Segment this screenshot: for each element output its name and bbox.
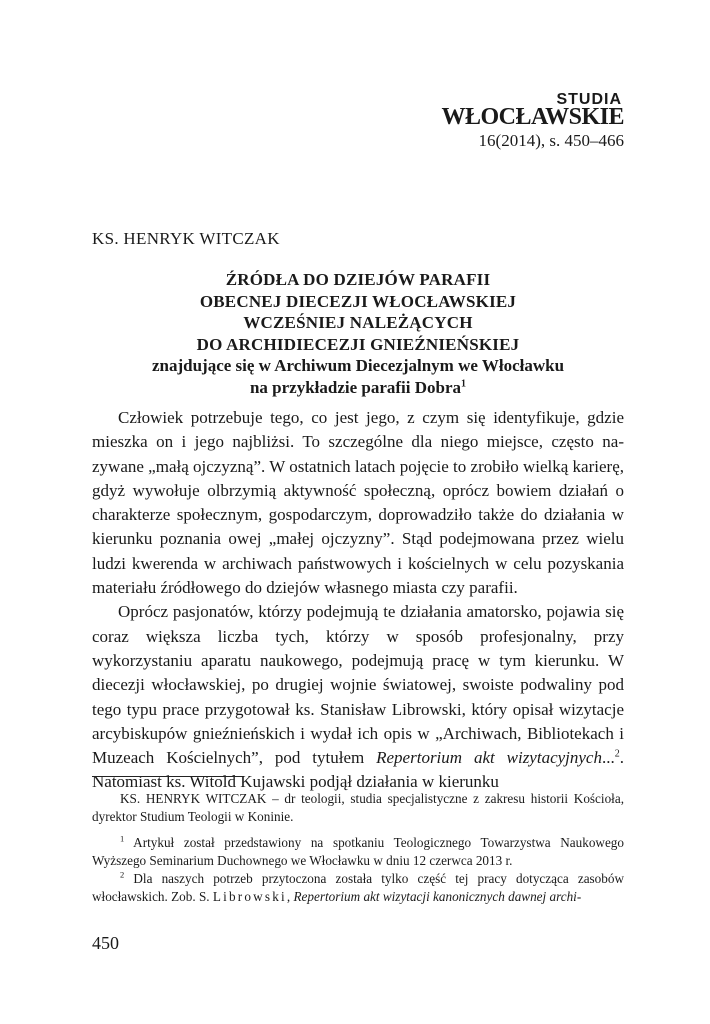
title-line-1: ŹRÓDŁA DO DZIEJÓW PARAFII xyxy=(225,270,491,289)
author-note: KS. HENRYK WITCZAK – dr teologii, studia specjalistyczne z zakresu historii Kościoła, dyrektor Studium Teologii w Koninie. xyxy=(92,791,624,825)
subtitle-line-2-text: na przykładzie parafii Dobra xyxy=(249,377,462,397)
body-text xyxy=(92,406,624,795)
article-title xyxy=(92,269,624,399)
footnote-2 xyxy=(92,870,624,907)
paragraph-1: Człowiek potrzebuje tego, co jest jego, z czym się identyfikuje, gdzie mieszka on i jego najbliżsi. To szczególne dla niego miejsce, często nazywane „małą ojczyzną”. W ostatnich latach pojęcie to zrobiło wielką karierę, gdyż wywołuje olbrzymią aktywność społeczną, oprócz bowiem działań o charakterze społecznym, gospodarczym, doprowadziło także do działania w kierunku poznania owej „małej ojczyzny”. Stąd podejmowana przez wielu ludzi kwerenda w archiwach państwowych i kościelnych w celu pozyskania materiału źródłowego do dziejów własnego miasta czy parafii. xyxy=(92,408,624,598)
article-author: KS. HENRYK WITCZAK xyxy=(92,229,280,248)
journal-logo-top: STUDIA xyxy=(556,91,622,108)
title-line-3: WCZEŚNIEJ NALEŻĄCYCH xyxy=(243,313,473,333)
footnote-2-author: Librowski xyxy=(212,889,287,905)
paragraph-2 xyxy=(92,600,624,794)
subtitle-line-1: znajdujące się w Archiwum Diecezjalnym we Włocławku xyxy=(151,356,565,376)
issue-reference: 16(2014), s. 450–466 xyxy=(478,131,624,150)
footnote-1-mark: 1 xyxy=(120,833,125,844)
footnote-2-separator: , xyxy=(286,889,294,905)
subtitle-line-2 xyxy=(92,377,624,399)
footnote-ref-1[interactable]: 1 xyxy=(461,378,467,390)
paragraph-2-start: Oprócz pasjonatów, którzy podejmują te działania amatorsko, pojawia się coraz większa liczba tych, którzy w sposób profesjonalny, przy wykorzystaniu aparatu naukowego, podejmują pracę w tym kierunku. W diecezji włocławskiej, po drugiej wojnie światowej, swoiste podwaliny pod tego typu prace przygotował ks. Stanisław Librowski, który opisał wizytacje arcybiskupów gnieźnieńskich i wydał ich opis w „Archiwach, Bibliotekach i Muzeach Kościelnych”, pod tytułem xyxy=(92,602,624,768)
footnote-separator xyxy=(92,776,244,777)
journal-logo xyxy=(441,92,624,129)
ellipsis: ... xyxy=(601,748,615,768)
footnote-2-mark: 2 xyxy=(120,869,125,880)
footnote-1-text: Artykuł został przedstawiony na spotkaniu Teologicznego Towarzystwa Naukowego Wyższego Seminarium Duchownego we Włocławku w dniu 12 czerwca 2013 r. xyxy=(92,834,624,868)
footnotes xyxy=(92,790,624,907)
title-line-2: OBECNEJ DIECEZJI WŁOCŁAWSKIEJ xyxy=(199,291,517,311)
footnote-2-text: Dla naszych potrzeb przytoczona została tylko część tej pracy dotycząca zasobów włocławskich. Zob. S. xyxy=(92,871,624,905)
footnote-1 xyxy=(92,834,624,871)
footnote-2-cited-title: Repertorium akt wizytacji kanonicznych dawnej archi- xyxy=(293,889,582,905)
paragraph-2-end: . Natomiast ks. Witold Kujawski podjął działania w kierunku xyxy=(92,748,624,792)
title-line-4: DO ARCHIDIECEZJI GNIEŹNIEŃSKIEJ xyxy=(196,334,520,354)
cited-title: Repertorium akt wizytacyjnych xyxy=(376,748,602,768)
page-number: 450 xyxy=(92,933,119,953)
footnote-ref-2[interactable]: 2 xyxy=(614,748,620,760)
journal-logo-bottom: WŁOCŁAWSKIE xyxy=(441,104,624,130)
